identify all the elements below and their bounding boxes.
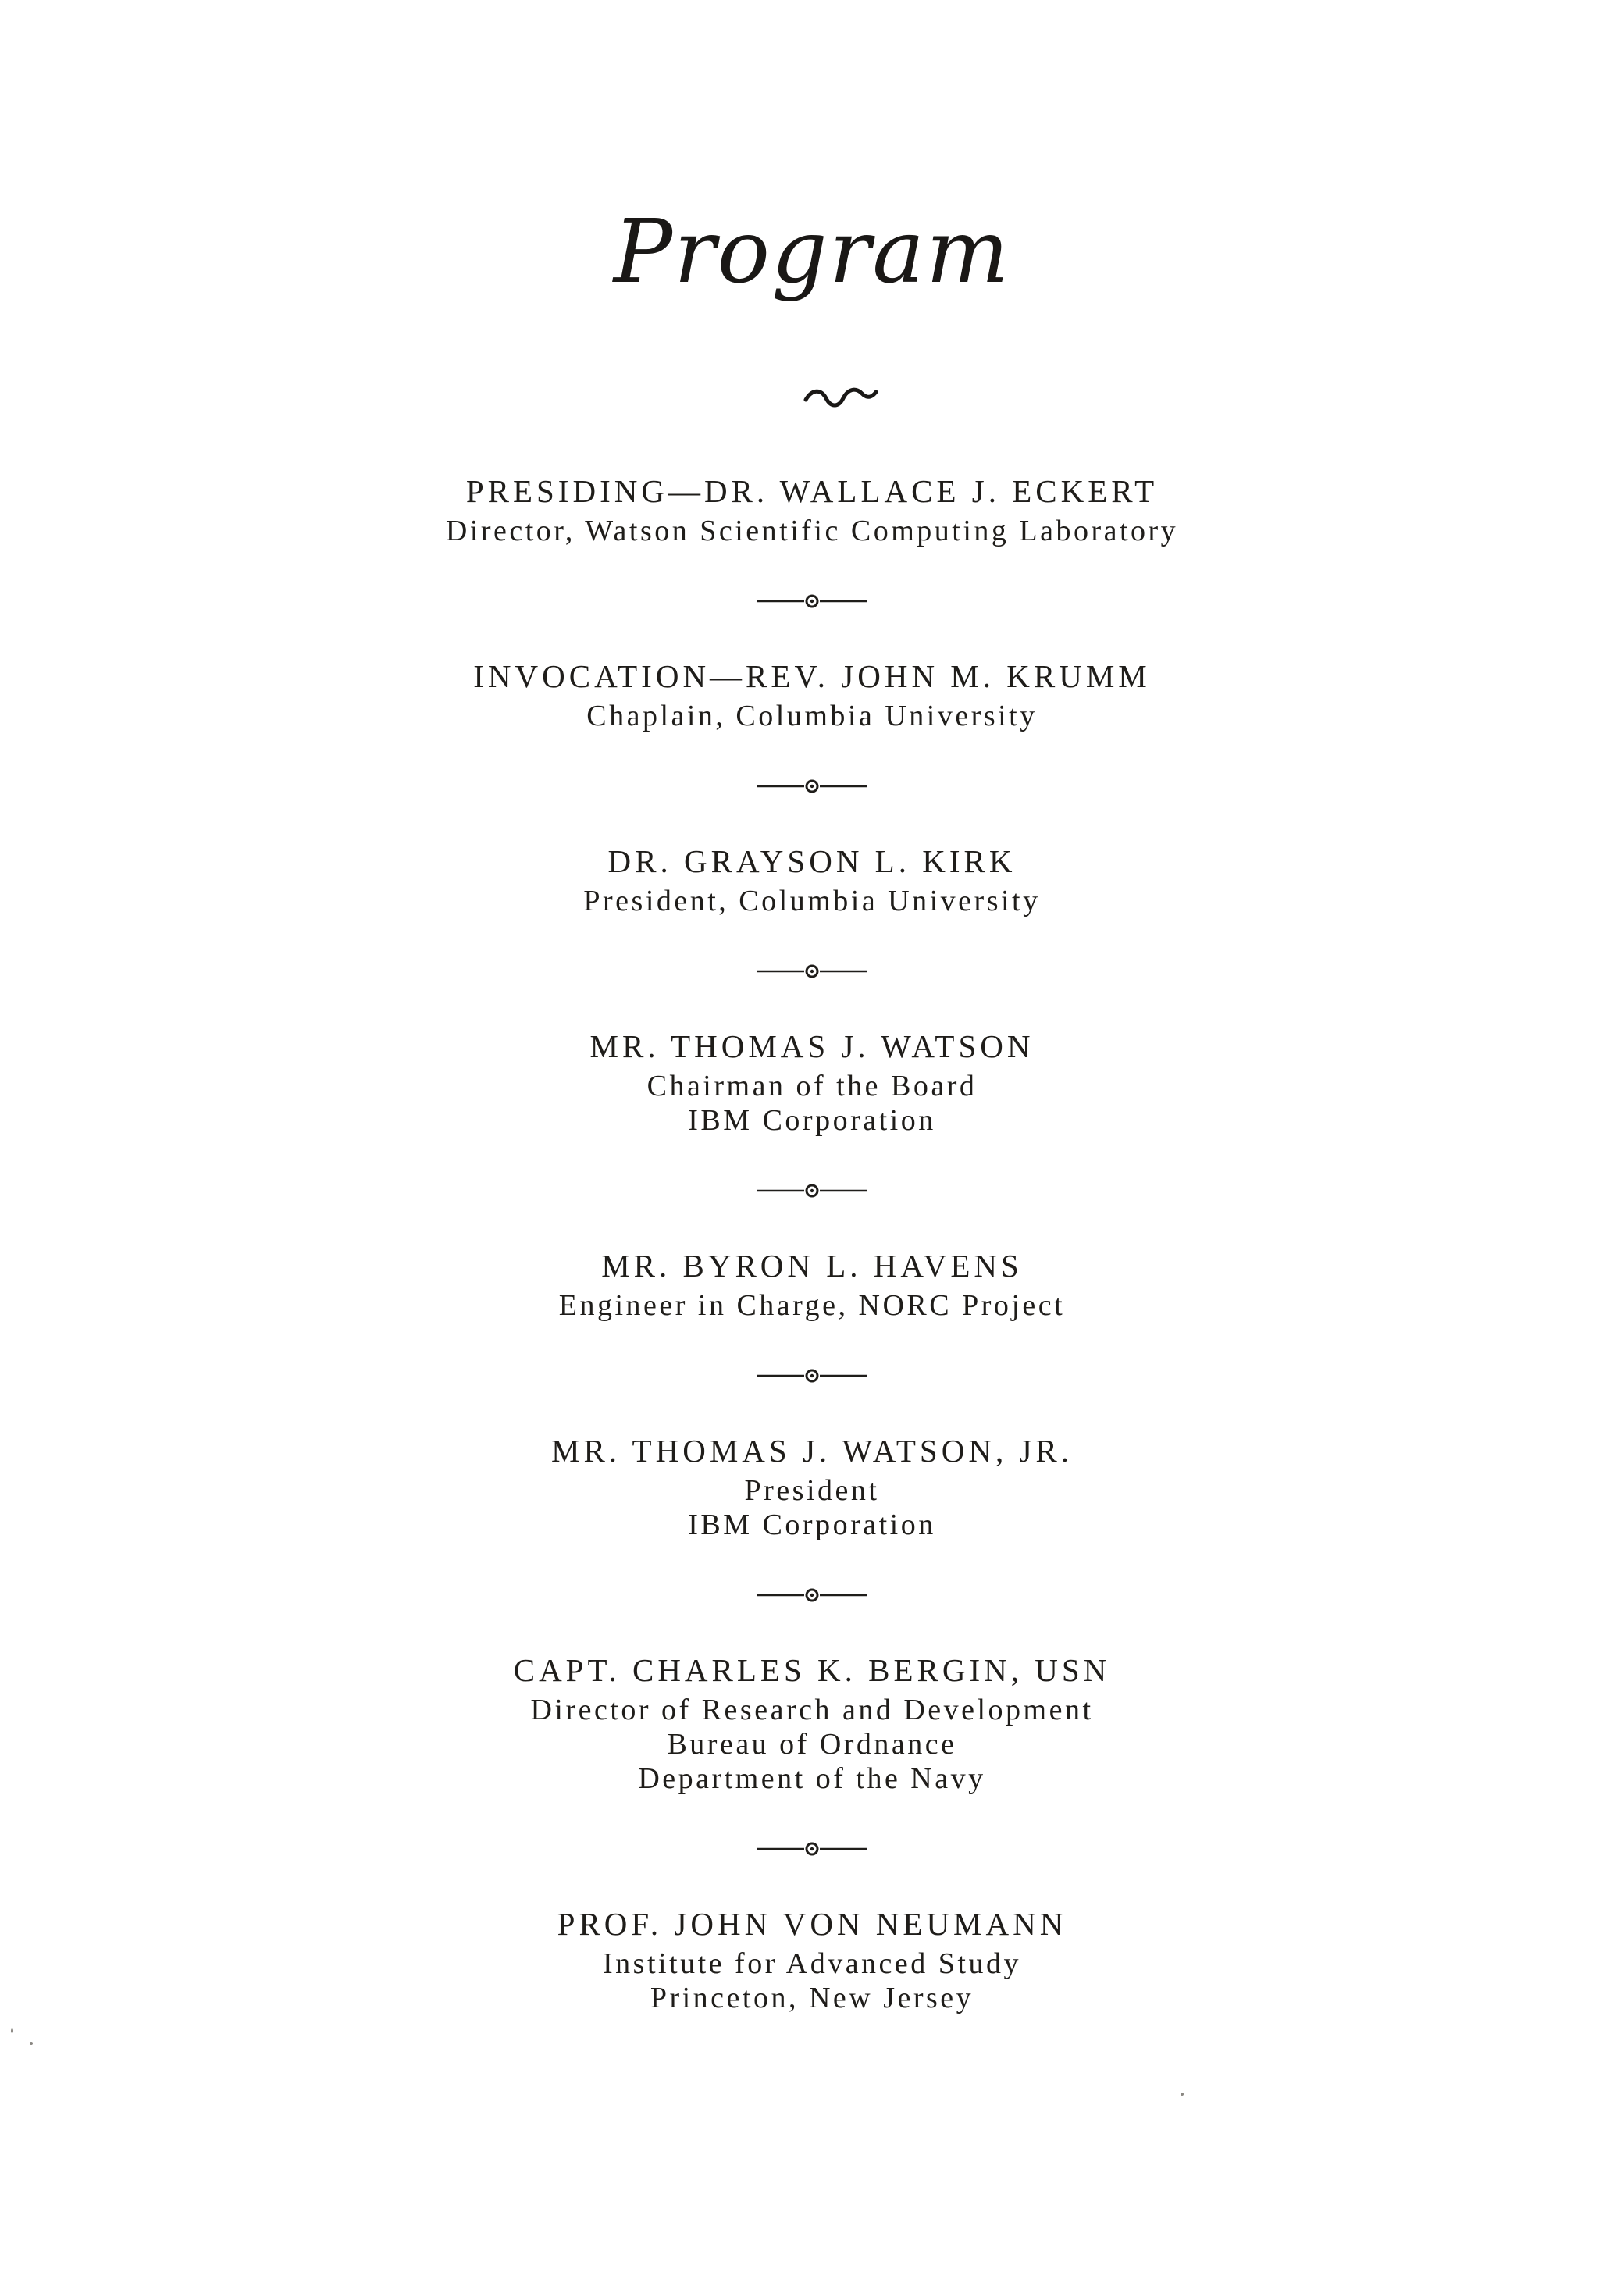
program-entry (0, 654, 1624, 733)
program-title: Program (613, 201, 1011, 303)
speaker-detail: Bureau of Ordnance (667, 1728, 957, 1761)
divider-ornament (0, 1796, 1624, 1901)
speaker-detail: Department of the Navy (638, 1762, 986, 1795)
speaker-detail: Director, Watson Scientific Computing Laboratory (445, 515, 1179, 547)
speaker-detail: Princeton, New Jersey (650, 1982, 974, 2014)
program-entry (0, 1428, 1624, 1542)
divider-ornament (0, 1542, 1624, 1647)
paper-speck (11, 2028, 13, 2033)
speaker-name: PRESIDING—DR. WALLACE J. ECKERT (465, 473, 1159, 509)
speaker-detail: President, Columbia University (583, 885, 1041, 917)
program-entry (0, 1024, 1624, 1138)
program-entry (0, 468, 1624, 548)
paper-speck (1181, 2093, 1184, 2096)
speaker-detail: Director of Research and Development (530, 1694, 1094, 1726)
title-flourish-ornament (801, 383, 879, 414)
program-entry (0, 1243, 1624, 1323)
paper-speck (30, 2042, 33, 2045)
program-entry (0, 839, 1624, 918)
program-entry (0, 1901, 1624, 2015)
divider-ornament (0, 1138, 1624, 1243)
program-entry (0, 1647, 1624, 1796)
program-entries (0, 468, 1624, 2015)
speaker-detail: IBM Corporation (688, 1104, 936, 1137)
divider-ornament (0, 1323, 1624, 1428)
speaker-name: MR. BYRON L. HAVENS (601, 1248, 1023, 1284)
speaker-name: INVOCATION—REV. JOHN M. KRUMM (473, 658, 1151, 694)
speaker-detail: President (744, 1474, 880, 1507)
speaker-name: PROF. JOHN VON NEUMANN (557, 1906, 1067, 1942)
speaker-detail: IBM Corporation (688, 1508, 936, 1541)
speaker-name: MR. THOMAS J. WATSON, JR. (551, 1433, 1073, 1469)
speaker-name: DR. GRAYSON L. KIRK (607, 843, 1017, 879)
speaker-name: MR. THOMAS J. WATSON (589, 1028, 1035, 1064)
speaker-name: CAPT. CHARLES K. BERGIN, USN (513, 1652, 1111, 1688)
divider-ornament (0, 733, 1624, 839)
speaker-detail: Institute for Advanced Study (603, 1947, 1021, 1980)
speaker-detail: Engineer in Charge, NORC Project (558, 1289, 1066, 1322)
divider-ornament (0, 548, 1624, 654)
divider-ornament (0, 918, 1624, 1024)
speaker-detail: Chaplain, Columbia University (586, 700, 1038, 732)
speaker-detail: Chairman of the Board (646, 1070, 978, 1102)
